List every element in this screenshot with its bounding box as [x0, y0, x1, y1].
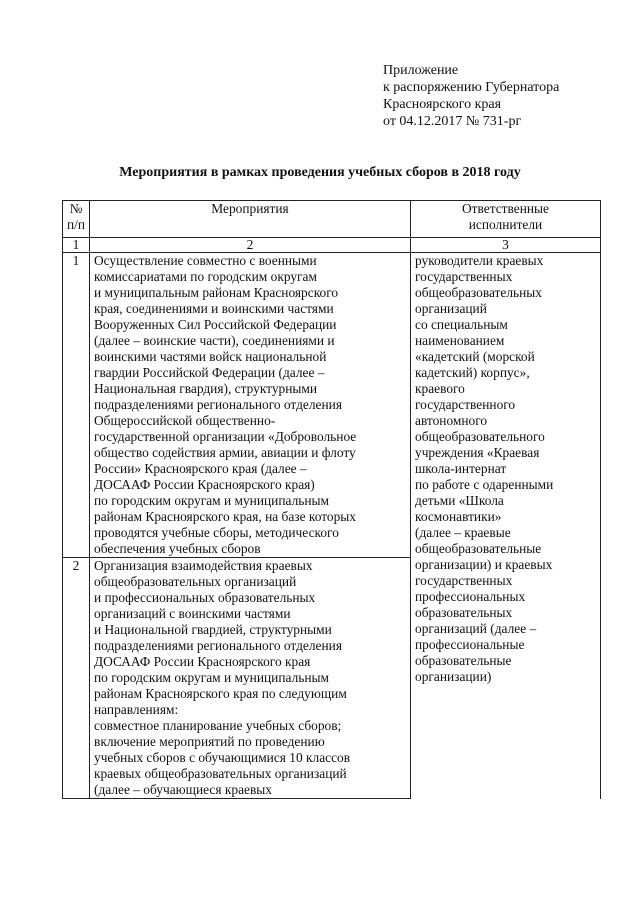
text-line: организации): [415, 669, 492, 684]
text-line: наименованием: [415, 333, 505, 348]
text-line: комиссариатами по городским округам: [94, 269, 317, 284]
document-title: Мероприятия в рамках проведения учебных сборов в 2018 году: [119, 165, 521, 180]
text-line: направлениям:: [94, 702, 179, 717]
text-line: краевого: [415, 381, 465, 396]
text-line: ДОСААФ России Красноярского края: [94, 654, 311, 669]
header-events: Мероприятия: [90, 201, 411, 238]
appendix-block: [383, 62, 559, 130]
appendix-line: к распоряжению Губернатора: [383, 80, 560, 95]
text-line: районам Красноярского края, на базе которых: [94, 509, 356, 524]
text-line: автономного: [415, 413, 488, 428]
text-line: профессиональных: [415, 589, 526, 604]
text-line: общеобразовательного: [415, 429, 545, 444]
column-number: 2: [90, 238, 411, 253]
column-number: 3: [411, 238, 601, 253]
text-line: организаций (далее –: [415, 621, 537, 636]
text-line: организаций с воинскими частями: [94, 606, 291, 621]
appendix-line: Красноярского края: [383, 97, 502, 112]
text-line: государственных: [415, 573, 513, 588]
text-line: образовательные: [415, 653, 512, 668]
text-line: подразделениями регионального отделения: [94, 397, 342, 412]
appendix-line: Приложение: [383, 63, 459, 78]
text-line: общество содействия армии, авиации и флоту: [94, 445, 356, 460]
text-line: учреждения «Краевая: [415, 445, 540, 460]
table-header-row: [63, 201, 601, 238]
header-responsible: [411, 201, 601, 238]
text-line: Организация взаимодействия краевых: [94, 558, 313, 573]
text-line: организаций: [415, 301, 487, 316]
row-num: 1: [63, 253, 90, 558]
text-line: детьми «Школа: [415, 493, 504, 508]
text-line: по работе с одаренными: [415, 477, 554, 492]
text-line: ДОСААФ России Красноярского края): [94, 477, 315, 492]
header-responsible-line: Ответственные: [462, 201, 549, 216]
text-line: образовательных: [415, 605, 513, 620]
text-line: включение мероприятий по проведению: [94, 734, 325, 749]
text-line: края, соединениями и воинскими частями: [94, 301, 334, 316]
column-number: 1: [63, 238, 90, 253]
text-line: Вооруженных Сил Российской Федерации: [94, 317, 337, 332]
text-line: Общероссийской общественно-: [94, 413, 276, 428]
text-line: общеобразовательных: [415, 285, 543, 300]
text-line: (далее – краевые: [415, 525, 511, 540]
header-responsible-line: исполнители: [468, 217, 543, 232]
appendix-line: от 04.12.2017 № 731-рг: [383, 114, 522, 129]
text-line: «кадетский (морской: [415, 349, 535, 364]
events-table: [62, 200, 601, 799]
text-line: космонавтики»: [415, 509, 502, 524]
text-line: общеобразовательные: [415, 541, 542, 556]
text-line: проводятся учебные сборы, методического: [94, 525, 339, 540]
header-num-line: №: [69, 201, 83, 216]
text-line: воинскими частями войск национальной: [94, 349, 327, 364]
text-line: профессиональные: [415, 637, 525, 652]
text-line: обеспечения учебных сборов: [94, 541, 261, 556]
text-line: и муниципальным районам Красноярского: [94, 285, 339, 300]
text-line: Национальная гвардия), структурными: [94, 381, 318, 396]
text-line: подразделениями регионального отделения: [94, 638, 342, 653]
text-line: совместное планирование учебных сборов;: [94, 718, 342, 733]
text-line: России» Красноярского края (далее –: [94, 461, 307, 476]
text-line: (далее – воинские части), соединениями и: [94, 333, 335, 348]
text-line: государственной организации «Добровольное: [94, 429, 357, 444]
column-number-row: [63, 238, 601, 253]
responsible-text: [411, 253, 601, 799]
text-line: краевых общеобразовательных организаций: [94, 766, 347, 781]
text-line: организации) и краевых: [415, 557, 553, 572]
text-line: кадетский) корпус»,: [415, 365, 530, 380]
text-line: по городским округам и муниципальным: [94, 670, 329, 685]
table-row: [63, 253, 601, 558]
text-line: общеобразовательных организаций: [94, 574, 297, 589]
text-line: государственных: [415, 269, 513, 284]
text-line: учебных сборов с обучающимися 10 классов: [94, 750, 351, 765]
text-line: государственного: [415, 397, 516, 412]
header-num-line: п/п: [67, 217, 86, 232]
text-line: со специальным: [415, 317, 508, 332]
text-line: (далее – обучающиеся краевых: [94, 782, 272, 797]
text-line: руководители краевых: [415, 253, 544, 268]
header-num: [63, 201, 90, 238]
text-line: по городским округам и муниципальным: [94, 493, 329, 508]
text-line: Осуществление совместно с военными: [94, 253, 317, 268]
text-line: школа-интернат: [415, 461, 507, 476]
text-line: и Национальной гвардией, структурными: [94, 622, 332, 637]
text-line: районам Красноярского края по следующим: [94, 686, 347, 701]
row-num: 2: [63, 558, 90, 799]
row-events-text: [90, 558, 411, 799]
row-events-text: [90, 253, 411, 558]
text-line: и профессиональных образовательных: [94, 590, 316, 605]
text-line: гвардии Российской Федерации (далее –: [94, 365, 325, 380]
